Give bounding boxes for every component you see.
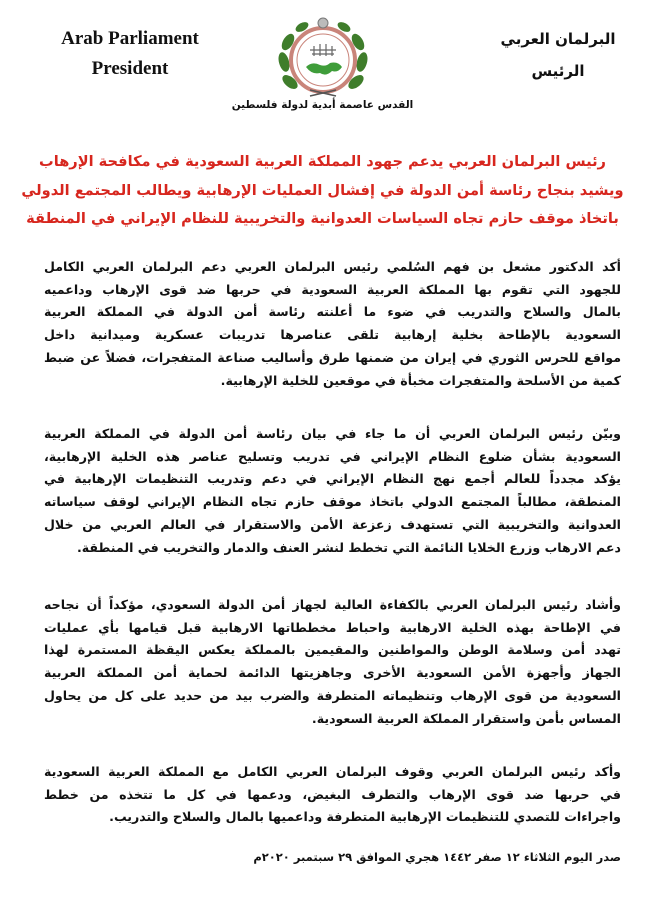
- headline: [20, 148, 625, 234]
- headline-line: باتخاذ موقف حازم تجاه السياسات العدوانية والتخريبية للنظام الإيراني في المنطقة: [26, 210, 619, 227]
- paragraph-line: في الإطاحة بهذه الخلية الارهابية واحباط مخططاتها الارهابية قبل قيامها بأي عمليات: [44, 619, 621, 635]
- issue-date-line: صدر اليوم الثلاثاء ١٢ صفر ١٤٤٢ هجري الموافق ٢٩ سبتمبر ٢٠٢٠م: [253, 850, 621, 864]
- body-paragraph: [44, 423, 621, 559]
- paragraph-line: السعودية بشأن ضلوع النظام الإيراني في تدريب وتسليح عناصر هذه الخلية الإرهابية،: [44, 448, 621, 464]
- paragraph-line: دعم الارهاب وزرع الخلايا النائمة التي تخطط لنشر العنف والدمار والتخريب في المنطقة.: [77, 539, 621, 555]
- paragraph-line: المنطقة، مطالباً المجتمع الدولي باتخاذ موقف حازم تجاه النظام الإيراني لوقف سياساته: [44, 494, 621, 510]
- paragraph-line: السعودية من قوى الإرهاب وتنظيماته المتطرفة والضرب بيد من حديد على كل من يحاول: [44, 687, 621, 703]
- paragraph-line: واجراءات للتصدي للتنظيمات الإرهابية المتطرفة وداعميها بالمال والسلاح والتدريب.: [109, 809, 621, 825]
- paragraph-line: وأكد رئيس البرلمان العربي وقوف البرلمان العربي الكامل مع المملكة العربية السعودية: [44, 764, 621, 779]
- paragraph-line: أكد الدكتور مشعل بن فهم السُلمي رئيس البرلمان العربي دعم البرلمان العربي الكامل: [44, 259, 621, 274]
- paragraph-line: في حربها ضد قوى الإرهاب والتطرف البغيض، ودعمها في كل ما تتخذه من خطط: [44, 786, 621, 802]
- body-paragraph: [44, 761, 621, 829]
- header-english-title: Arab Parliament: [61, 28, 199, 49]
- paragraph-line: مواقع للحرس الثوري في إيران من ضمنها طرق وأساليب صناعة المتفجرات، فضلاً عن ضبط: [44, 349, 621, 365]
- paragraph-line: السعودية بالإطاحة بخلية إرهابية تلقى عناصرها تدريبات عسكرية وميدانية داخل: [44, 327, 621, 343]
- paragraph-line: كمية من الأسلحة والمتفجرات مخبأة في موقعين للخلية الإرهابية.: [220, 372, 621, 388]
- paragraph-line: للجهود التي تقوم بها المملكة العربية السعودية في حربها ضد قوى الإرهاب وداعميه: [44, 281, 621, 297]
- body-paragraph: [44, 256, 621, 392]
- paragraph-line: بالمال والسلاح والتدريب في ضوء ما أعلنته رئاسة أمن الدولة في المملكة العربية: [44, 304, 621, 320]
- body-paragraph: [44, 594, 621, 730]
- header-arabic-title: البرلمان العربي: [500, 30, 616, 48]
- paragraph-line: وبيّن رئيس البرلمان العربي أن ما جاء في بيان رئاسة أمن الدولة في المملكة العربية: [44, 426, 621, 441]
- paragraph-line: العدوانية والتخريبية التي تستهدف زعزعة الأمن والاستقرار في العالم العربي من خلال: [44, 516, 621, 532]
- header-english-subtitle: President: [91, 58, 169, 79]
- header-arabic-subtitle: الرئيس: [531, 62, 585, 80]
- paragraph-line: وأشاد رئيس البرلمان العربي بالكفاءة العالية لجهاز أمن الدولة السعودي، مؤكداً أن نجاحه: [44, 597, 621, 612]
- headline-line: رئيس البرلمان العربي يدعم جهود المملكة العربية السعودية في مكافحة الإرهاب: [39, 153, 606, 170]
- paragraph-line: الجهاز وأجهزة الأمن السعودية الأخرى وجاهزيتها الدائمة لحماية أمن المملكة العربية: [44, 665, 621, 681]
- paragraph-line: يؤكد مجدداً للعالم أجمع نهج النظام الإيراني في دعم وتدريب التنظيمات الإرهابية في: [44, 471, 621, 487]
- paragraph-line: المساس بأمن واستقرار المملكة العربية السعودية.: [311, 710, 621, 726]
- arab-parliament-emblem-icon: [270, 12, 376, 104]
- headline-line: ويشيد بنجاح رئاسة أمن الدولة في إفشال العمليات الإرهابية ويطالب المجتمع الدولي: [21, 181, 624, 199]
- paragraph-line: تهدد أمن وسلامة الوطن والمواطنين والمقيمين بالمملكة يعكس اليقظة المستمرة لهذا: [44, 642, 621, 658]
- logo-caption: القدس عاصمة أبدية لدولة فلسطين: [231, 99, 414, 111]
